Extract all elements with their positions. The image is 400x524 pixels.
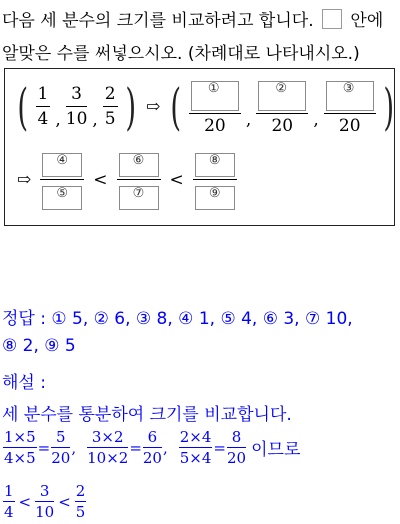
answer-slot[interactable]: ⑨ <box>195 186 235 210</box>
right-paren: ) <box>125 77 136 136</box>
answer-line-1: 정답 : ① 5, ② 6, ③ 8, ④ 1, ⑤ 4, ⑥ 3, ⑦ 10, <box>2 309 353 329</box>
left-paren: ( <box>170 77 182 136</box>
fraction <box>103 84 118 129</box>
answer-slot[interactable]: ③ <box>326 81 374 111</box>
numerator: 1 <box>37 84 49 104</box>
fraction <box>36 84 51 129</box>
question-text-b: 안에 <box>350 11 384 31</box>
numerator: 3 <box>71 84 82 104</box>
answer-slot[interactable]: ④ <box>42 153 82 177</box>
fraction-row-1 <box>13 77 398 136</box>
fraction: $\frac{2}{5}$ <box>75 482 86 521</box>
fraction-slot <box>193 149 237 210</box>
fraction: $\frac{1}{4}$ <box>4 482 14 521</box>
answer-slot[interactable]: ⑥ <box>119 153 159 177</box>
answer-slot[interactable]: ② <box>258 81 306 111</box>
fraction: $\frac{8}{20}$ <box>227 428 247 467</box>
comma: , <box>313 110 319 130</box>
denominator: 20 <box>271 116 294 136</box>
fraction: $\frac{6}{20}$ <box>142 428 162 467</box>
fraction: $\frac{2\times 4}{5\times 4}$ <box>179 428 212 467</box>
numerator: 2 <box>104 84 116 104</box>
denominator: 5 <box>104 109 116 129</box>
less-than-sign: < <box>93 169 108 190</box>
fraction <box>66 84 88 129</box>
compare-row <box>11 149 240 210</box>
blank-box-icon <box>322 9 342 29</box>
fraction-slot <box>324 77 376 136</box>
denominator: 4 <box>37 109 49 129</box>
answer-slot[interactable]: ① <box>191 81 239 111</box>
fraction-slot <box>256 77 308 136</box>
denominator: 20 <box>204 116 226 136</box>
equation-suffix: 이므로 <box>251 440 301 460</box>
question-line-1 <box>2 6 383 31</box>
fraction: $\frac{1\times 5}{4\times 5}$ <box>4 428 36 467</box>
question-text-a: 다음 세 분수의 크기를 비교하려고 합니다. <box>2 11 314 31</box>
answer-line-2: ⑧ 2, ⑨ 5 <box>2 336 76 356</box>
denominator: 20 <box>338 116 361 136</box>
fraction-slot <box>189 77 241 136</box>
right-paren: ) <box>383 77 394 136</box>
denominator: 10 <box>65 109 88 129</box>
comma: , <box>92 110 98 130</box>
answer-slot[interactable]: ⑧ <box>195 153 235 177</box>
left-paren: ( <box>17 77 29 136</box>
problem-box <box>4 68 395 226</box>
fraction: $\frac{3}{10}$ <box>35 482 55 521</box>
equation-line: $\frac{1\times 5}{4\times 5}$ = $\frac{5}{20}$ , $\frac{3\times 2}{10\times 2}$ = $\frac{6}{20}$ , $\frac{2\times 4}{5\times 4}$ = $\frac{8}{20}$ 이므로 <box>4 428 301 467</box>
less-than-sign: < <box>169 169 184 190</box>
fraction: $\frac{3\times 2}{10\times 2}$ <box>87 428 129 467</box>
question-line-2: 알맞은 수를 써넣으시오. (차례대로 나타내시오.) <box>2 44 360 64</box>
arrow-icon: ⇨ <box>17 169 32 190</box>
answer-slot[interactable]: ⑤ <box>42 186 82 210</box>
fraction-slot <box>117 149 161 210</box>
answer-slot[interactable]: ⑦ <box>119 186 159 210</box>
comma: , <box>55 110 61 130</box>
order-line: $\frac{1}{4}$ < $\frac{3}{10}$ < $\frac{2}{5}$ <box>4 482 86 521</box>
fraction-slot <box>40 149 84 210</box>
arrow-icon: ⇨ <box>146 96 161 117</box>
explanation-label: 해설 : <box>2 373 46 393</box>
explanation-text: 세 분수를 통분하여 크기를 비교합니다. <box>2 405 292 425</box>
comma: , <box>245 110 252 130</box>
fraction: $\frac{5}{20}$ <box>51 428 71 467</box>
